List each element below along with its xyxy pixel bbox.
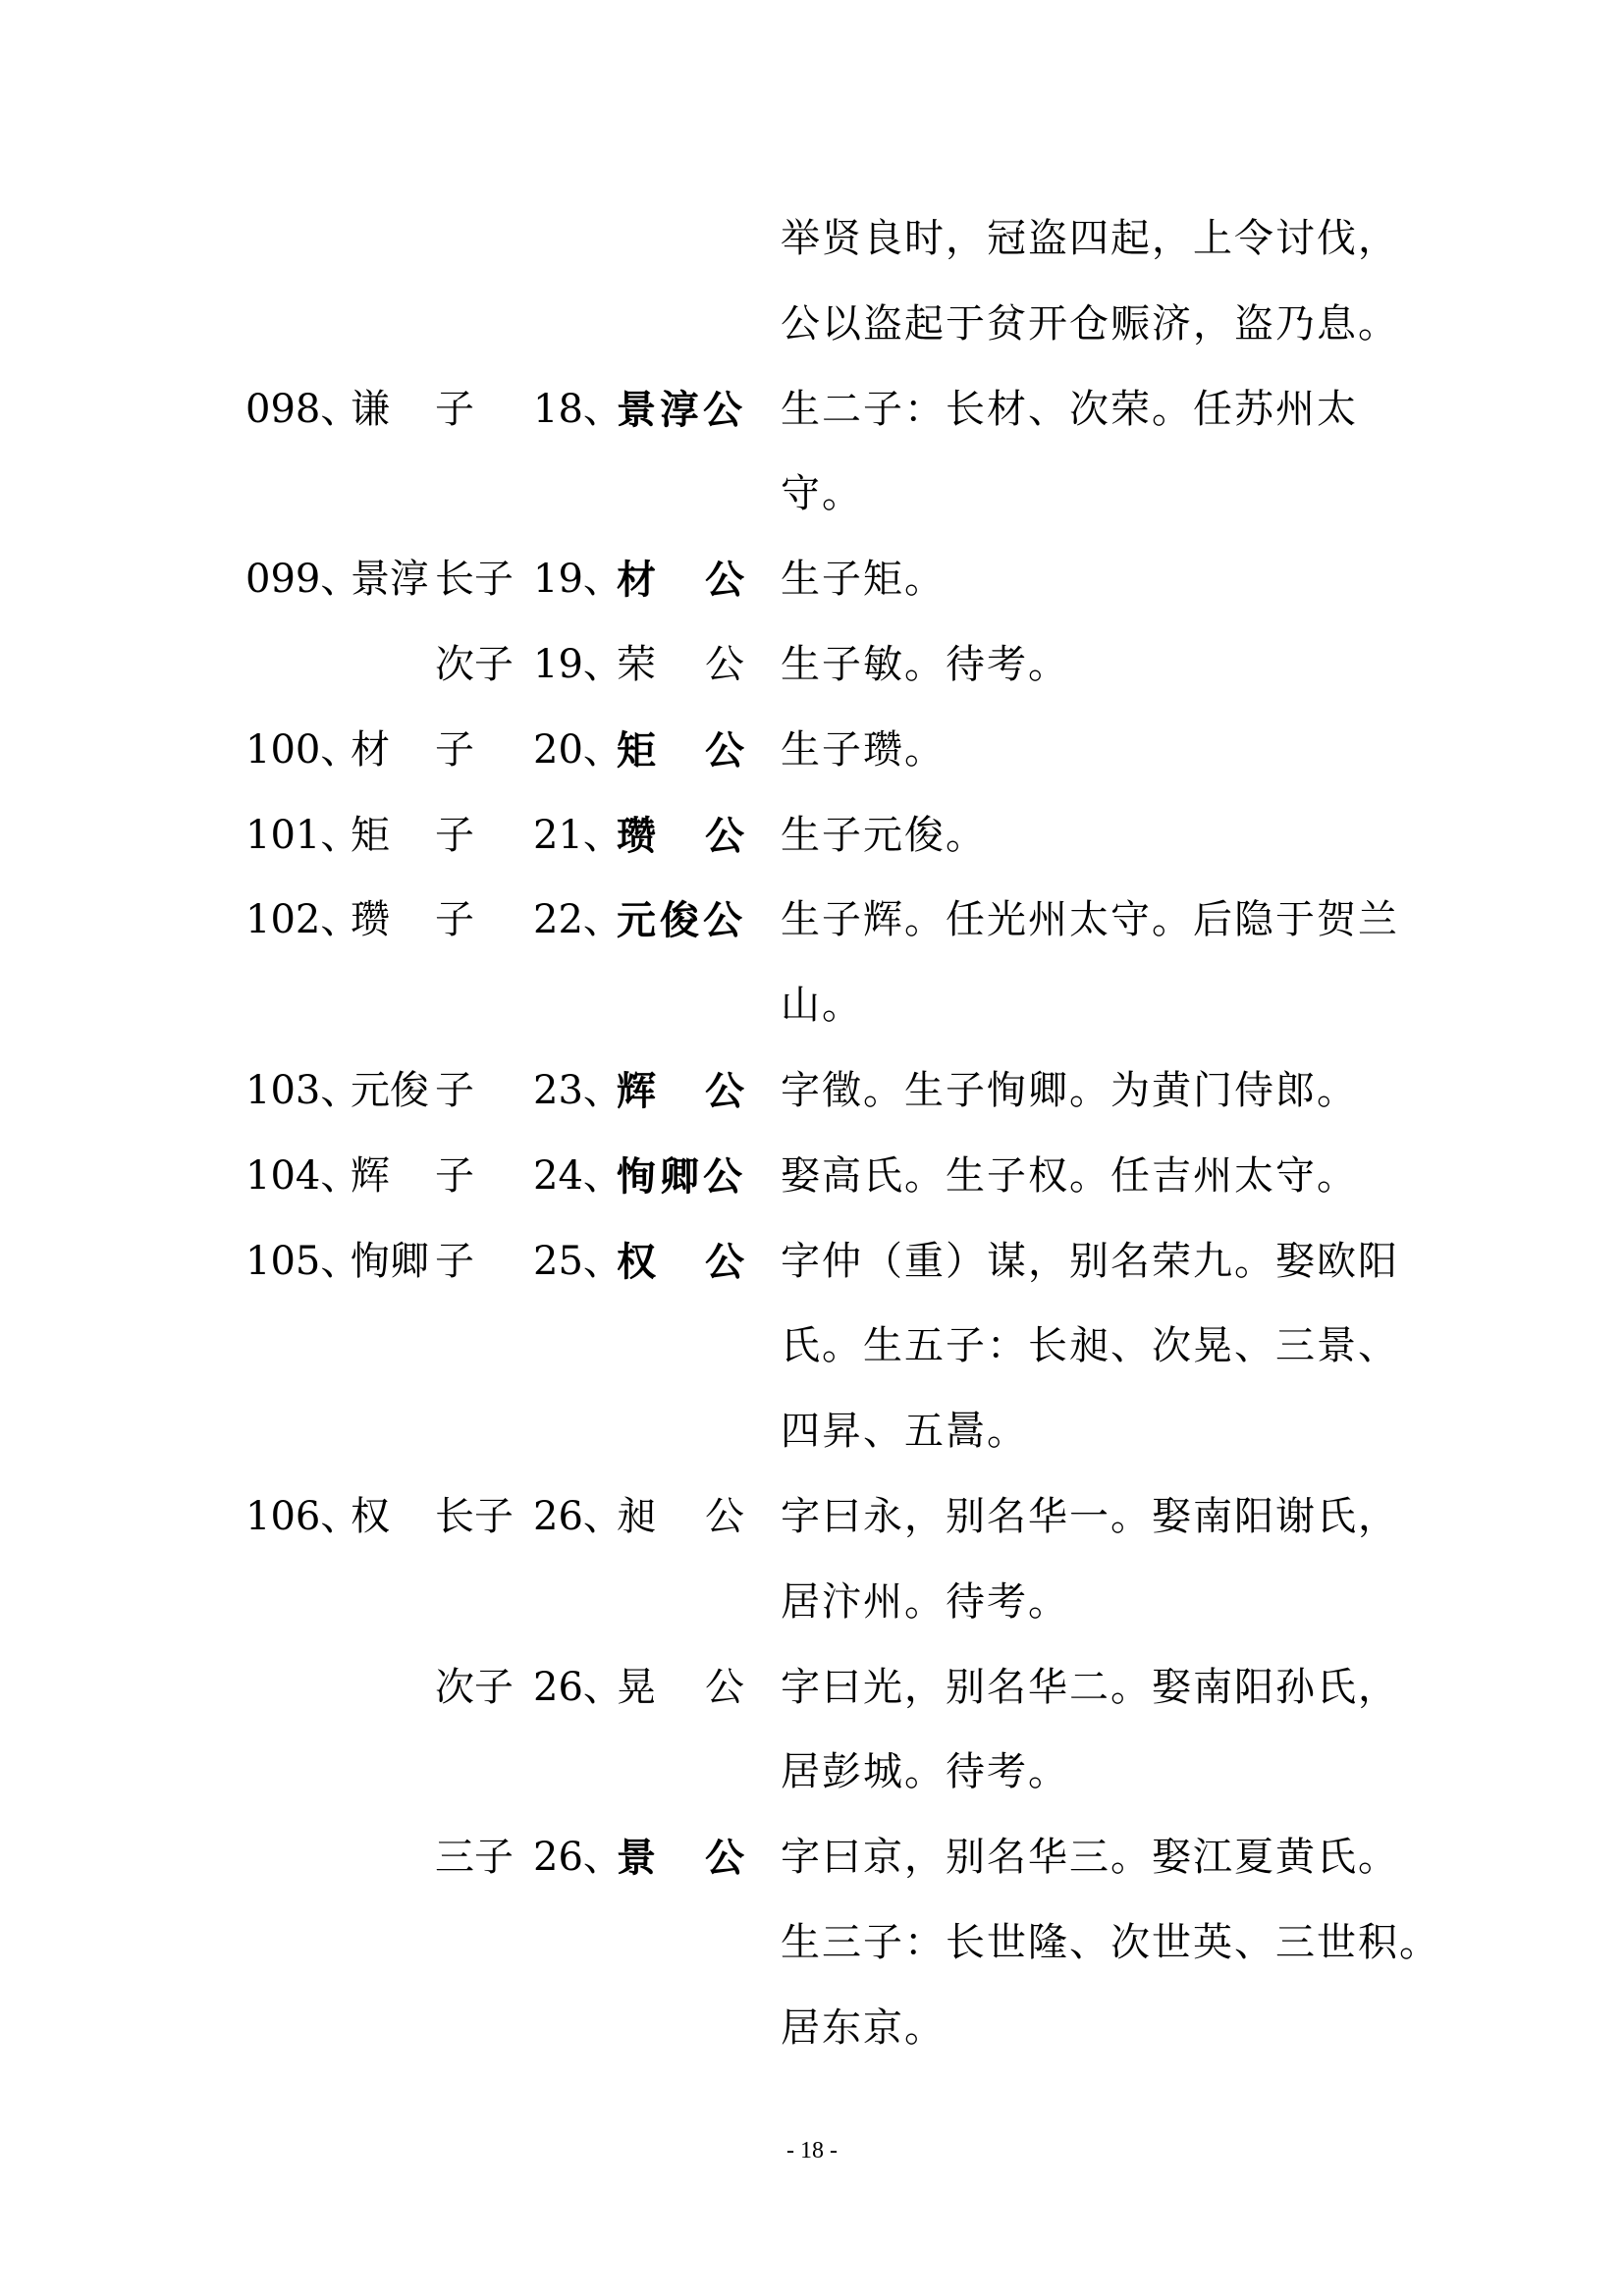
entry-text: 生子辉。任光州太守。后隐于贺兰	[781, 897, 1399, 943]
continuation-line	[0, 1304, 1624, 1389]
entry-number: 105、	[245, 1238, 360, 1284]
person-name: 昶	[617, 1494, 656, 1539]
entry-text: 居东京。	[781, 2004, 946, 2051]
generation-number: 22、	[533, 897, 623, 943]
generation-number: 19、	[533, 557, 623, 603]
person-name: 荣	[617, 642, 656, 687]
parent-name: 景淳	[351, 557, 429, 603]
entry-text: 字仲（重）谋，别名荣九。娶欧阳	[781, 1238, 1399, 1284]
relation: 子	[435, 897, 474, 943]
parent-name: 矩	[351, 812, 390, 858]
parent-name: 元俊	[351, 1068, 429, 1113]
relation: 长子	[435, 557, 514, 603]
entry-line	[0, 1134, 1624, 1219]
entry-line-sibling	[0, 1645, 1624, 1731]
entry-text: 公以盗起于贫开仓赈济，盗乃息。	[781, 300, 1399, 347]
person-name: 恂卿公	[617, 1152, 746, 1200]
person-name: 瓒	[617, 812, 656, 859]
entry-line	[0, 537, 1624, 622]
entry-line	[0, 367, 1624, 453]
generation-number: 21、	[533, 812, 623, 858]
relation: 长子	[435, 1494, 514, 1539]
person-name: 材	[617, 557, 656, 604]
honorific-suffix: 公	[705, 1068, 744, 1114]
entry-text: 字曰永，别名华一。娶南阳谢氏，	[781, 1494, 1399, 1539]
entry-text: 生子元俊。	[781, 812, 987, 858]
honorific-suffix: 公	[705, 1835, 744, 1882]
entry-text: 四昇、五暠。	[781, 1409, 1028, 1455]
continuation-line	[0, 963, 1624, 1048]
person-name: 矩	[617, 726, 656, 774]
relation: 子	[435, 726, 474, 773]
honorific-suffix: 公	[705, 1494, 744, 1539]
relation: 次子	[435, 1664, 514, 1710]
entry-text: 生二子：长材、次荣。任苏州太	[781, 386, 1358, 432]
relation: 三子	[435, 1835, 514, 1881]
continuation-line	[0, 1730, 1624, 1815]
continuation-line	[0, 452, 1624, 537]
honorific-suffix: 公	[705, 557, 744, 604]
continuation-line	[0, 1560, 1624, 1645]
page-number: - 18 -	[786, 2138, 838, 2163]
entry-number: 099、	[245, 557, 360, 603]
entry-text: 居汴州。待考。	[781, 1578, 1069, 1625]
relation: 子	[435, 1238, 474, 1284]
continuation-line	[0, 282, 1624, 367]
entry-text: 生子敏。待考。	[781, 642, 1069, 687]
entry-line	[0, 1048, 1624, 1134]
person-name: 晃	[617, 1664, 656, 1710]
entry-number: 104、	[245, 1152, 360, 1199]
entry-text: 守。	[781, 471, 863, 517]
parent-name: 权	[351, 1494, 390, 1539]
person-name: 辉	[617, 1068, 656, 1114]
parent-name: 恂卿	[351, 1238, 429, 1284]
honorific-suffix: 公	[705, 812, 744, 859]
entry-text: 居彭城。待考。	[781, 1749, 1069, 1795]
continuation-line	[0, 1986, 1624, 2071]
entry-text: 字曰光，别名华二。娶南阳孙氏，	[781, 1664, 1399, 1710]
parent-name: 辉	[351, 1152, 390, 1199]
generation-number: 25、	[533, 1238, 623, 1284]
person-name: 元俊公	[617, 897, 746, 944]
relation: 子	[435, 812, 474, 858]
entry-text: 举贤良时，冠盗四起，上令讨伐，	[781, 216, 1399, 261]
entry-line	[0, 708, 1624, 793]
entry-text: 山。	[781, 983, 863, 1029]
honorific-suffix: 公	[705, 1664, 744, 1710]
generation-number: 26、	[533, 1835, 623, 1881]
generation-number: 26、	[533, 1664, 623, 1710]
entry-number: 100、	[245, 726, 360, 773]
parent-name: 谦	[351, 386, 390, 432]
entry-line	[0, 1474, 1624, 1560]
entry-number: 098、	[245, 386, 360, 432]
entry-line	[0, 793, 1624, 879]
generation-number: 26、	[533, 1494, 623, 1539]
continuation-line	[0, 1389, 1624, 1474]
entry-text: 生子瓒。	[781, 726, 946, 773]
generation-number: 20、	[533, 726, 623, 773]
honorific-suffix: 公	[705, 726, 744, 774]
entry-number: 106、	[245, 1494, 360, 1539]
entry-line-sibling	[0, 622, 1624, 708]
honorific-suffix: 公	[705, 1238, 744, 1285]
parent-name: 材	[351, 726, 390, 773]
generation-number: 24、	[533, 1152, 623, 1199]
entry-text: 娶高氏。生子权。任吉州太守。	[781, 1152, 1358, 1199]
parent-name: 瓒	[351, 897, 390, 943]
relation: 子	[435, 1068, 474, 1113]
entry-line-sibling	[0, 1815, 1624, 1900]
entry-number: 101、	[245, 812, 360, 858]
relation: 子	[435, 386, 474, 432]
person-name: 景淳公	[617, 386, 746, 433]
continuation-line	[0, 1900, 1624, 1986]
entry-number: 103、	[245, 1068, 360, 1113]
generation-number: 18、	[533, 386, 623, 432]
entry-text: 字徵。生子恂卿。为黄门侍郎。	[781, 1068, 1358, 1113]
entry-number: 102、	[245, 897, 360, 943]
entry-line	[0, 1219, 1624, 1305]
relation: 子	[435, 1152, 474, 1199]
honorific-suffix: 公	[705, 642, 744, 687]
person-name: 景	[617, 1835, 656, 1882]
generation-number: 19、	[533, 642, 623, 687]
entry-text: 生子矩。	[781, 557, 946, 603]
generation-number: 23、	[533, 1068, 623, 1113]
entry-text: 氏。生五子：长昶、次晃、三景、	[781, 1323, 1399, 1369]
person-name: 权	[617, 1238, 656, 1285]
relation: 次子	[435, 642, 514, 687]
entry-line	[0, 878, 1624, 963]
entry-text: 字曰京，别名华三。娶江夏黄氏。	[781, 1835, 1399, 1881]
entry-text: 生三子：长世隆、次世英、三世积。	[781, 1920, 1440, 1965]
continuation-line	[0, 196, 1624, 282]
